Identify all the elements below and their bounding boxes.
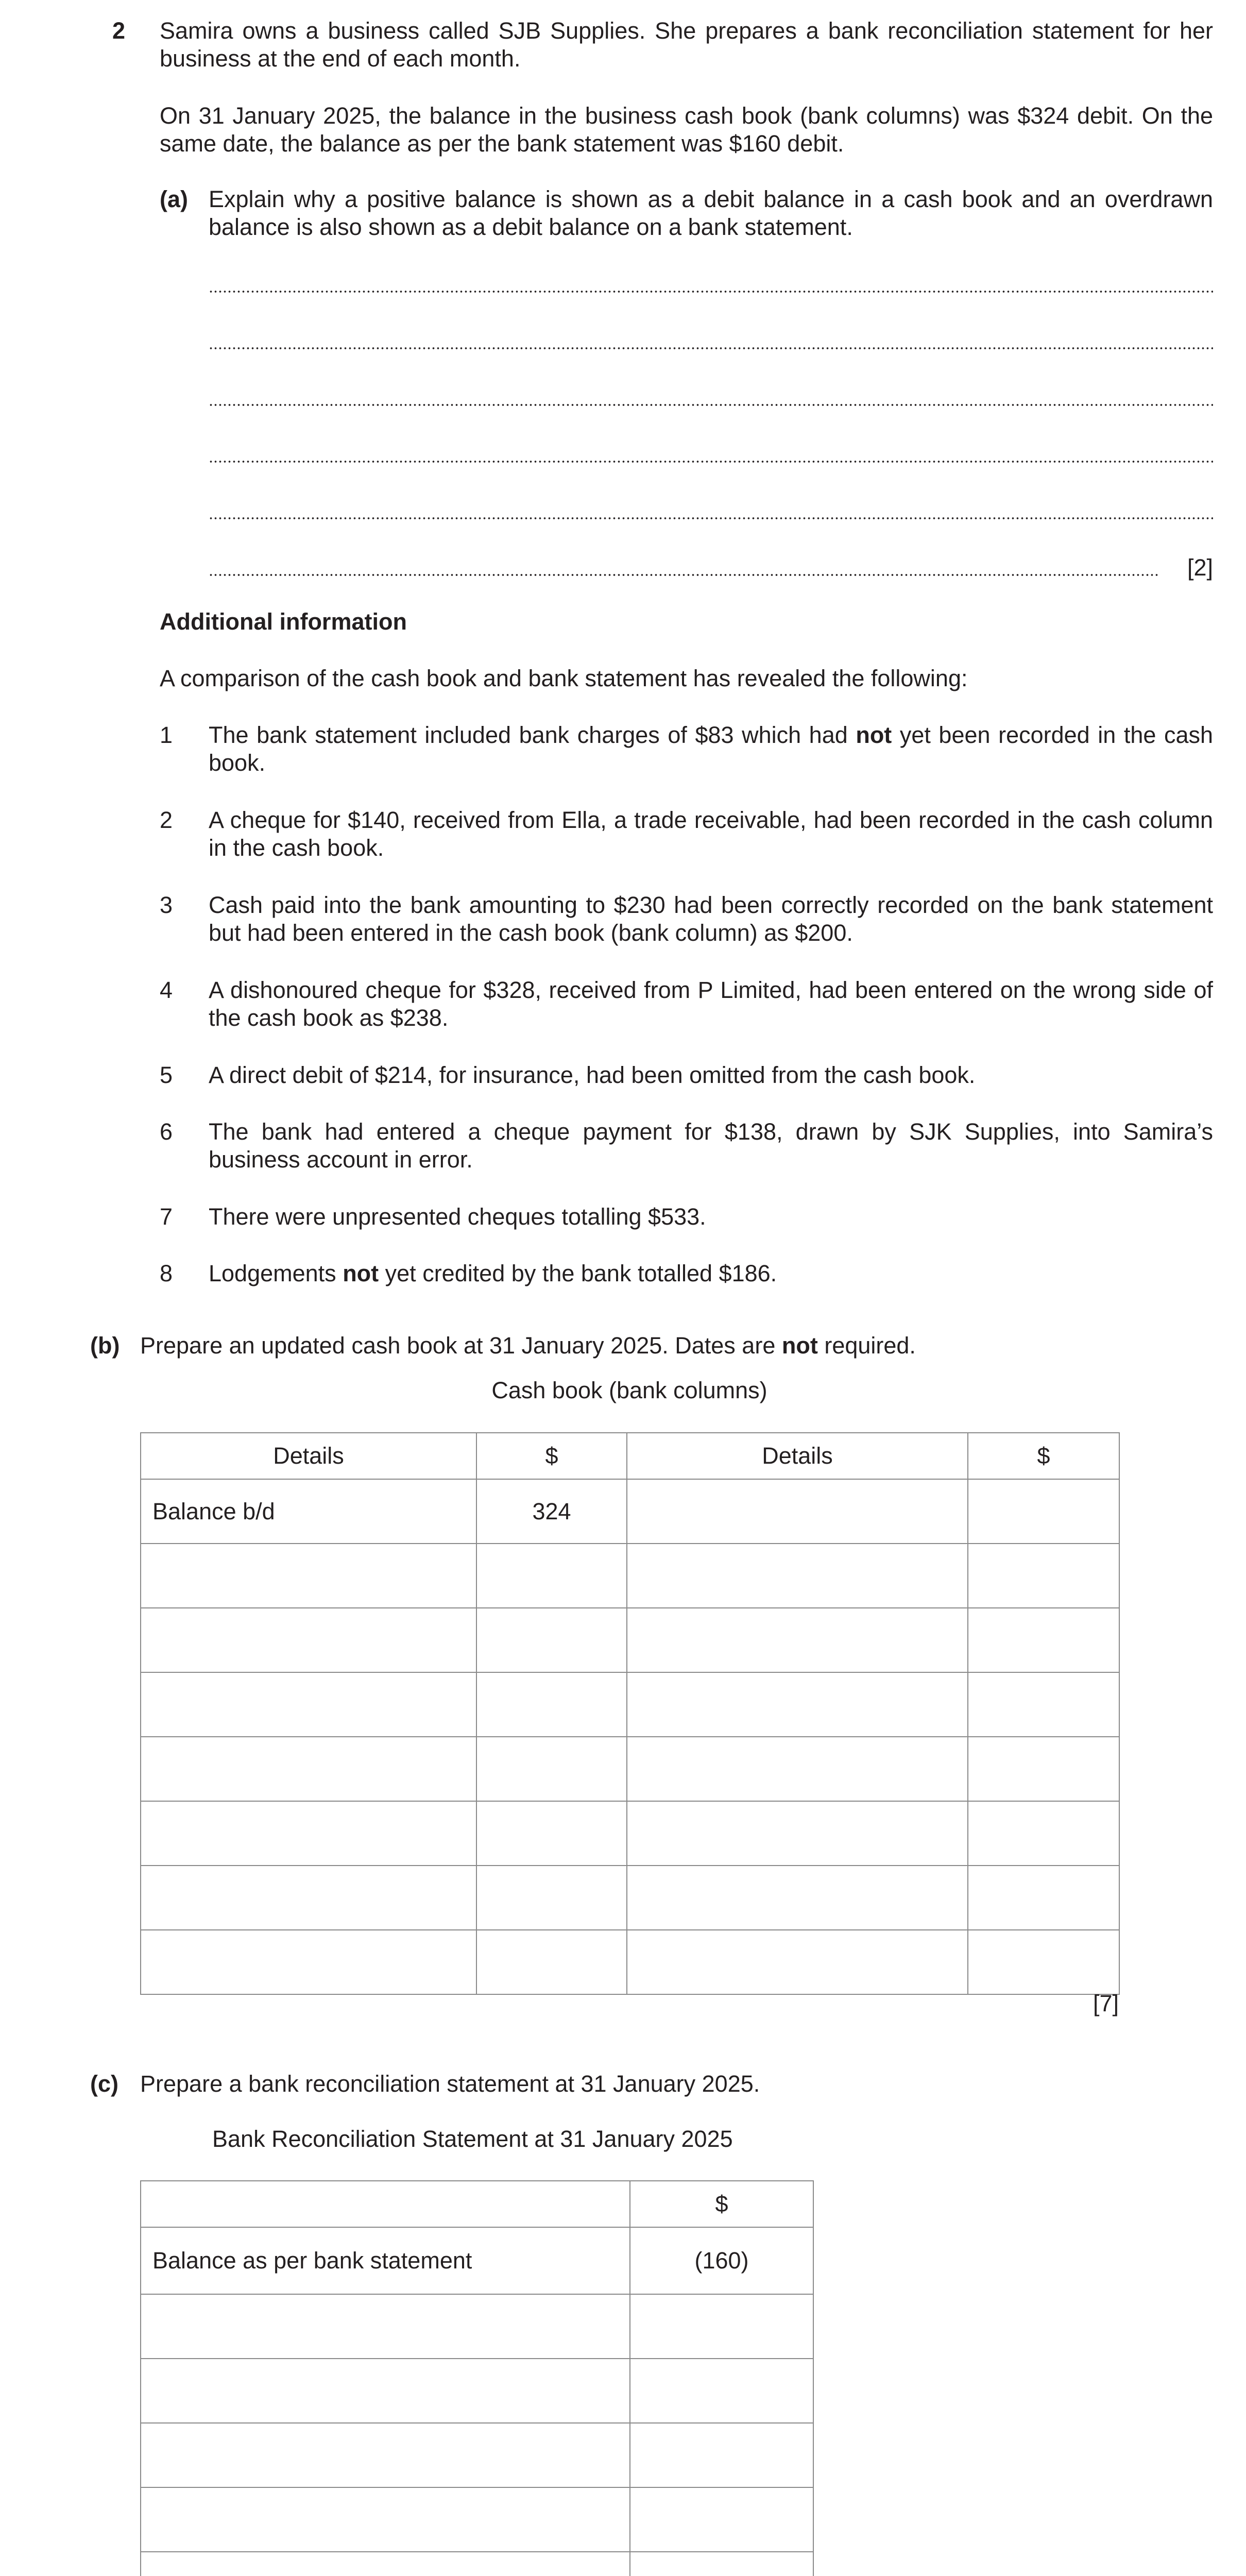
cell-description[interactable] (141, 2552, 630, 2576)
reconciliation-row (141, 2552, 813, 2576)
cell-amount-credit[interactable] (968, 1479, 1119, 1544)
cell-amount-credit[interactable] (968, 1737, 1119, 1801)
cell-details-credit[interactable] (627, 1544, 968, 1608)
question-number: 2 (112, 18, 126, 44)
part-b-marks: [7] (1093, 1990, 1119, 2016)
cell-amount[interactable] (630, 2423, 813, 2487)
cell-description[interactable] (141, 2487, 630, 2552)
info-item-text: The bank had entered a cheque payment for $138, drawn by SJK Supplies, into Samira’s business account in error. (209, 1118, 1213, 1173)
reconciliation-table (140, 2180, 814, 2576)
cash-book-row (141, 1930, 1119, 1994)
cell-amount-debit[interactable]: 324 (476, 1479, 627, 1544)
info-item-number: 7 (160, 1204, 173, 1230)
cell-details-credit[interactable] (627, 1930, 968, 1994)
cell-amount-credit[interactable] (968, 1672, 1119, 1737)
cell-amount[interactable] (630, 2294, 813, 2359)
cell-amount-credit[interactable] (968, 1930, 1119, 1994)
part-a-marks: [2] (1187, 554, 1213, 581)
info-item-text: Lodgements not yet credited by the bank totalled $186. (209, 1260, 777, 1286)
answer-line-a1[interactable] (209, 290, 1213, 293)
cell-details-credit[interactable] (627, 1801, 968, 1866)
cell-details-debit[interactable] (141, 1544, 476, 1608)
answer-line-a5[interactable] (209, 517, 1213, 520)
cell-amount-debit[interactable] (476, 1866, 627, 1930)
info-item-number: 5 (160, 1062, 173, 1088)
additional-info-lead: A comparison of the cash book and bank statement has revealed the following: (160, 665, 968, 691)
cell-details-credit[interactable] (627, 1608, 968, 1672)
cell-amount-credit[interactable] (968, 1544, 1119, 1608)
info-item-text: The bank statement included bank charges of $83 which had not yet been recorded in the cash book. (209, 722, 1214, 776)
info-item-text: There were unpresented cheques totalling $533. (209, 1204, 706, 1230)
info-item-number: 2 (160, 807, 173, 833)
cell-details-debit[interactable] (141, 1672, 476, 1737)
cell-amount-credit[interactable] (968, 1608, 1119, 1672)
question-intro-2: On 31 January 2025, the balance in the business cash book (bank columns) was $324 debit. On the same date, the balance as per the bank statement was $160 debit. (160, 103, 1213, 157)
cell-description[interactable] (141, 2359, 630, 2423)
cell-details-credit[interactable] (627, 1672, 968, 1737)
cash-book-row (141, 1672, 1119, 1737)
answer-line-a3[interactable] (209, 403, 1213, 406)
cell-description[interactable] (141, 2294, 630, 2359)
header-details-debit: Details (141, 1433, 476, 1479)
part-c-question: Prepare a bank reconciliation statement at 31 January 2025. (140, 2071, 760, 2097)
part-b-label: (b) (90, 1332, 120, 1359)
reconciliation-row (141, 2227, 813, 2294)
info-item-number: 1 (160, 722, 173, 748)
cash-book-title: Cash book (bank columns) (491, 1377, 767, 1403)
header-details-credit: Details (627, 1433, 968, 1479)
cell-amount-debit[interactable] (476, 1930, 627, 1994)
cell-amount-credit[interactable] (968, 1801, 1119, 1866)
cell-details-debit[interactable]: Balance b/d (141, 1479, 476, 1544)
cell-details-debit[interactable] (141, 1608, 476, 1672)
question-intro-1: Samira owns a business called SJB Supplies. She prepares a bank reconciliation statement for her business at the end of each month. (160, 18, 1213, 72)
info-item-number: 3 (160, 892, 173, 918)
answer-line-a2[interactable] (209, 347, 1213, 350)
reconciliation-row (141, 2359, 813, 2423)
header-amount-credit: $ (968, 1433, 1119, 1479)
cash-book-row (141, 1544, 1119, 1608)
info-item-text: Cash paid into the bank amounting to $230 had been correctly recorded on the bank statement but had been entered in the cash book (bank column) as $200. (209, 892, 1213, 946)
cell-amount[interactable] (630, 2487, 813, 2552)
cell-amount-credit[interactable] (968, 1866, 1119, 1930)
part-a-label: (a) (160, 186, 188, 212)
cash-book-row (141, 1866, 1119, 1930)
cell-amount-debit[interactable] (476, 1672, 627, 1737)
cell-amount[interactable] (630, 2359, 813, 2423)
part-a-question: Explain why a positive balance is shown as a debit balance in a cash book and an overdrawn balance is also shown as a debit balance on a bank statement. (209, 186, 1213, 240)
header-amount-debit: $ (476, 1433, 627, 1479)
cash-book-row (141, 1801, 1119, 1866)
part-b-question: Prepare an updated cash book at 31 January 2025. Dates are not required. (140, 1332, 916, 1359)
cell-amount-debit[interactable] (476, 1544, 627, 1608)
cell-details-debit[interactable] (141, 1930, 476, 1994)
info-item-number: 8 (160, 1260, 173, 1286)
reconciliation-row (141, 2294, 813, 2359)
cell-details-debit[interactable] (141, 1801, 476, 1866)
cell-details-debit[interactable] (141, 1866, 476, 1930)
cell-details-credit[interactable] (627, 1866, 968, 1930)
cell-details-credit[interactable] (627, 1479, 968, 1544)
part-c-label: (c) (90, 2071, 118, 2097)
header-amount: $ (630, 2181, 813, 2227)
cash-book-row (141, 1608, 1119, 1672)
cash-book-row (141, 1737, 1119, 1801)
additional-info-heading: Additional information (160, 608, 407, 635)
cash-book-header-row (141, 1433, 1119, 1479)
reconciliation-header-row (141, 2181, 813, 2227)
cell-amount-debit[interactable] (476, 1737, 627, 1801)
cell-description[interactable] (141, 2423, 630, 2487)
cash-book-table (140, 1432, 1120, 1995)
cell-amount[interactable]: (160) (630, 2227, 813, 2294)
info-item-text: A direct debit of $214, for insurance, had been omitted from the cash book. (209, 1062, 976, 1088)
answer-line-a4[interactable] (209, 460, 1213, 463)
info-item-number: 4 (160, 977, 173, 1003)
cell-details-debit[interactable] (141, 1737, 476, 1801)
reconciliation-row (141, 2423, 813, 2487)
cell-amount-debit[interactable] (476, 1608, 627, 1672)
reconciliation-row (141, 2487, 813, 2552)
cash-book-row (141, 1479, 1119, 1544)
cell-description[interactable]: Balance as per bank statement (141, 2227, 630, 2294)
reconciliation-title: Bank Reconciliation Statement at 31 January 2025 (212, 2126, 733, 2152)
answer-line-a6[interactable] (209, 573, 1159, 577)
info-item-text: A cheque for $140, received from Ella, a trade receivable, had been recorded in the cash column in the cash book. (209, 807, 1213, 861)
cell-amount-debit[interactable] (476, 1801, 627, 1866)
info-item-text: A dishonoured cheque for $328, received from P Limited, had been entered on the wrong side of the cash book as $238. (209, 977, 1213, 1031)
cell-amount[interactable] (630, 2552, 813, 2576)
header-description (141, 2181, 630, 2227)
cell-details-credit[interactable] (627, 1737, 968, 1801)
info-item-number: 6 (160, 1118, 173, 1145)
